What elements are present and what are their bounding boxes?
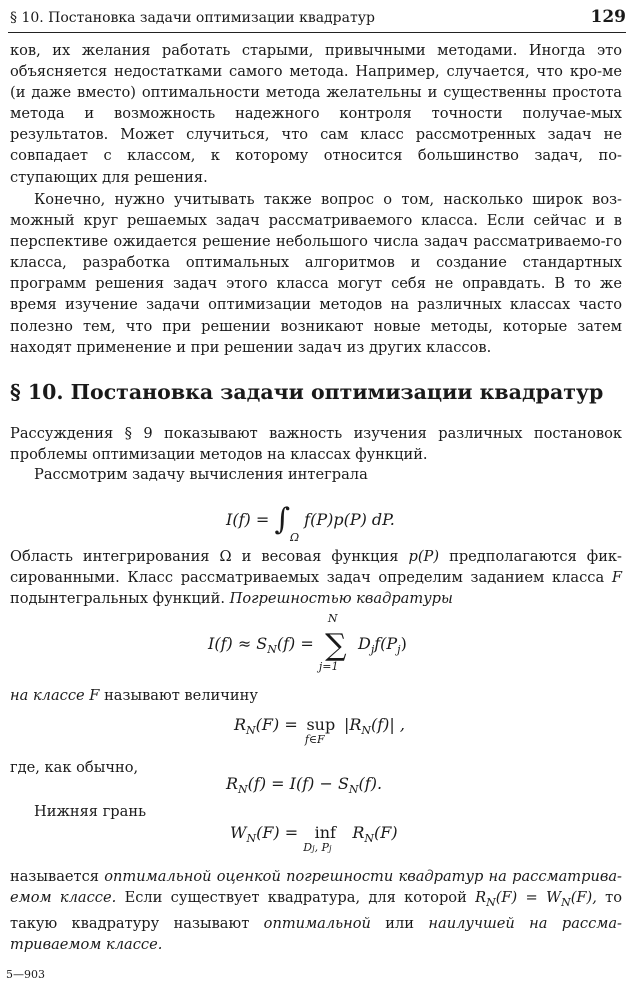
paragraph-6: на классе F называют величину xyxy=(10,687,258,704)
formula-remainder: $R_N(f) = I(f) - S_N(f)$. xyxy=(226,774,383,796)
term-quadrature-error: Погрешностью квадратуры xyxy=(229,590,453,608)
page-number: 129 xyxy=(590,7,626,27)
signature-mark: 5—903 xyxy=(6,968,45,981)
paragraph-7: где, как обычно, xyxy=(10,759,139,776)
running-title: § 10. Постановка задачи оптимизации квадратур xyxy=(10,10,375,26)
formula-integral: $I(f) = \int_\Omega$ f(P)p(P) dP. xyxy=(226,502,395,544)
section-heading: § 10. Постановка задачи оптимизации квадратур xyxy=(10,380,604,404)
sum-sign: ∑ xyxy=(325,628,347,663)
paragraph-1: ков, их желания работать старыми, привычными методами. Иногда это объясняется недостатками самого метода. Например, случается, что кро-ме (и даже вместо) оптимальности метода желательны и существенны простота метода и возможность надежного контроля точности получае-мых результатов. Может случиться, что сам класс рассмотренных задач не совпадает с классом, к которому относится большинство задач, по-ступающих для решения. xyxy=(10,42,622,186)
formula-inf: $W_N(F)$ = inf Dj, Pj $R_N(F)$ xyxy=(230,823,398,854)
formula-sup: $R_N(F)$ = sup f∈F $|R_N(f)|$ , xyxy=(234,715,405,746)
running-header xyxy=(8,6,626,33)
integral-sign: ∫ xyxy=(274,502,290,537)
formula-quadrature-sum: $I(f) \approx S_N(f)$ = N ∑ j=1 $D_jf(P_j)$ xyxy=(208,612,407,673)
paragraph-8: Нижняя грань xyxy=(34,803,147,820)
paragraph-2: Конечно, нужно учитывать также вопрос о том, насколько широк воз-можный круг решаемых задач рассматриваемого класса. Если сейчас и в перспективе ожидается решение небольшого числа задач рассматриваемо-го класса, разработка оптимальных алгоритмов и создание стандартных программ решения задач этого класса могут себя не оправдать. В то же время изучение задачи оптимизации методов на различных классах часто полезно тем, что при решении возникают новые методы, которые затем находят применение и при решении задач из других классов. xyxy=(10,191,622,356)
paragraph-3: Рассуждения § 9 показывают важность изучения различных постановок проблемы оптимизации методов на классах функций. xyxy=(10,425,622,464)
paragraph-5: Область интегрирования Ω и весовая функция p(P) предполагаются фик-сированными. Класс рассматриваемых задач определим заданием класса F подынтегральных функций. Погрешностью квадратуры xyxy=(10,548,622,608)
paragraph-4: Рассмотрим задачу вычисления интеграла xyxy=(34,466,368,483)
paragraph-9: называется оптимальной оценкой погрешности квадратур на рассматрива-емом классе. Если существует квадратура, для которой $R_N(F) = W_N(F)$, то такую квадратуру называют оптимальной или наилучшей на рассма-триваемом классе. xyxy=(10,868,623,954)
